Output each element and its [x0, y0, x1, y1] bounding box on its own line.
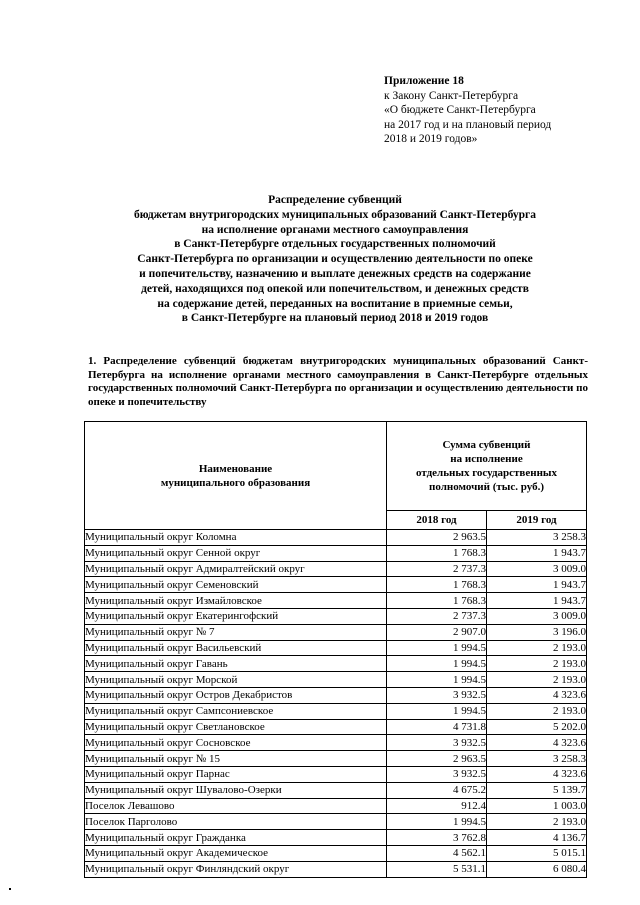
name-header-line: Наименование: [198, 462, 273, 475]
amount-2019: 6 080.4: [487, 861, 587, 877]
amount-2018: 3 932.5: [387, 735, 487, 751]
amount-2018: 2 907.0: [387, 624, 487, 640]
municipality-name: Поселок Парголово: [85, 814, 387, 830]
amount-2019: 2 193.0: [487, 656, 587, 672]
table-row: [85, 735, 587, 751]
amount-2018: 3 762.8: [387, 830, 487, 846]
table-row: [85, 624, 587, 640]
amount-2018: 1 994.5: [387, 640, 487, 656]
amount-2018: 1 994.5: [387, 814, 487, 830]
amount-2018: 2 737.3: [387, 561, 487, 577]
sum-header-line: полномочий (тыс. руб.): [429, 481, 544, 493]
amount-2018: 2 963.5: [387, 530, 487, 546]
appendix-line: 2018 и 2019 годов»: [384, 133, 478, 145]
municipality-name: Муниципальный округ Гавань: [85, 656, 387, 672]
amount-2018: 2 963.5: [387, 751, 487, 767]
document-title-line: на исполнение органами местного самоуправления: [201, 223, 469, 236]
amount-2018: 912.4: [387, 798, 487, 814]
table-row: [85, 640, 587, 656]
municipality-name: Поселок Левашово: [85, 798, 387, 814]
document-title-line: в Санкт-Петербурге на плановый период 2018 и 2019 годов: [181, 312, 489, 325]
municipality-name: Муниципальный округ Васильевский: [85, 640, 387, 656]
name-column-header: [85, 422, 387, 530]
amount-2019: 4 323.6: [487, 687, 587, 703]
scan-mark: [9, 888, 11, 890]
municipality-name: Муниципальный округ Шувалово-Озерки: [85, 782, 387, 798]
amount-2019: 1 943.7: [487, 593, 587, 609]
amount-2019: 2 193.0: [487, 814, 587, 830]
table-row: [85, 719, 587, 735]
amount-2018: 1 994.5: [387, 703, 487, 719]
amount-2019: 3 258.3: [487, 751, 587, 767]
table-row: [85, 545, 587, 561]
table-row: [85, 830, 587, 846]
municipality-name: Муниципальный округ № 7: [85, 624, 387, 640]
amount-2019: 5 139.7: [487, 782, 587, 798]
amount-2019: 5 015.1: [487, 845, 587, 861]
table-row: [85, 593, 587, 609]
municipality-name: Муниципальный округ Сенной округ: [85, 545, 387, 561]
municipality-name: Муниципальный округ Парнас: [85, 766, 387, 782]
document-title-line: детей, находящихся под опекой или попечительством, и денежных средств: [141, 282, 529, 295]
amount-2018: 5 531.1: [387, 861, 487, 877]
appendix-line: «О бюджете Санкт-Петербурга: [384, 104, 536, 116]
amount-2019: 4 323.6: [487, 766, 587, 782]
sum-column-header: [387, 422, 587, 511]
municipality-name: Муниципальный округ Остров Декабристов: [85, 687, 387, 703]
document-title-line: бюджетам внутригородских муниципальных образований Санкт-Петербурга: [133, 208, 537, 221]
appendix-title: Приложение 18: [384, 75, 464, 87]
table-row: [85, 766, 587, 782]
amount-2018: 4 675.2: [387, 782, 487, 798]
amount-2018: 2 737.3: [387, 608, 487, 624]
municipality-name: Муниципальный округ Светлановское: [85, 719, 387, 735]
table-row: [85, 814, 587, 830]
amount-2019: 2 193.0: [487, 672, 587, 688]
document-title: [70, 193, 600, 326]
amount-2018: 1 768.3: [387, 545, 487, 561]
appendix-line: на 2017 год и на плановый период: [384, 118, 552, 131]
amount-2018: 1 994.5: [387, 672, 487, 688]
municipality-name: Муниципальный округ Морской: [85, 672, 387, 688]
table-row: [85, 703, 587, 719]
amount-2019: 1 943.7: [487, 545, 587, 561]
municipality-name: Муниципальный округ Адмиралтейский округ: [85, 561, 387, 577]
document-title-line: Распределение субвенций: [268, 194, 402, 206]
table-row: [85, 672, 587, 688]
sum-header-line: отдельных государственных: [415, 467, 558, 479]
municipality-name: Муниципальный округ Гражданка: [85, 830, 387, 846]
table-row: [85, 608, 587, 624]
amount-2018: 1 768.3: [387, 593, 487, 609]
municipality-name: Муниципальный округ Академическое: [85, 845, 387, 861]
name-header-line: муниципального образования: [160, 476, 311, 489]
amount-2018: 4 562.1: [387, 845, 487, 861]
document-title-line: Санкт-Петербурга по организации и осуществлению деятельности по опеке: [137, 253, 533, 266]
municipality-name: Муниципальный округ Семеновский: [85, 577, 387, 593]
amount-2019: 3 258.3: [487, 530, 587, 546]
municipality-name: Муниципальный округ Екатерингофский: [85, 608, 387, 624]
table-row: [85, 530, 587, 546]
table-row: [85, 687, 587, 703]
amount-2019: 3 009.0: [487, 608, 587, 624]
amount-2018: 1 994.5: [387, 656, 487, 672]
amount-2019: 3 196.0: [487, 624, 587, 640]
municipality-name: Муниципальный округ Финляндский округ: [85, 861, 387, 877]
amount-2019: 4 323.6: [487, 735, 587, 751]
table-row: [85, 656, 587, 672]
appendix-block: [384, 74, 624, 147]
sum-header-line: на исполнение: [450, 453, 523, 465]
amount-2019: 4 136.7: [487, 830, 587, 846]
sum-header-line: Сумма субвенций: [442, 439, 531, 451]
table-row: [85, 751, 587, 767]
municipality-name: Муниципальный округ № 15: [85, 751, 387, 767]
document-title-line: и попечительству, назначению и выплате денежных средств на содержание: [139, 267, 531, 280]
amount-2019: 1 003.0: [487, 798, 587, 814]
table-row: [85, 861, 587, 877]
appendix-line: к Закону Санкт-Петербурга: [384, 89, 519, 102]
year-header-2019: 2019 год: [487, 511, 587, 530]
amount-2019: 2 193.0: [487, 703, 587, 719]
amount-2019: 1 943.7: [487, 577, 587, 593]
amount-2018: 3 932.5: [387, 766, 487, 782]
municipality-name: Муниципальный округ Сампсониевское: [85, 703, 387, 719]
amount-2018: 3 932.5: [387, 687, 487, 703]
amount-2019: 3 009.0: [487, 561, 587, 577]
amount-2019: 2 193.0: [487, 640, 587, 656]
table-row: [85, 845, 587, 861]
municipality-name: Муниципальный округ Сосновское: [85, 735, 387, 751]
table-row: [85, 798, 587, 814]
document-title-line: на содержание детей, переданных на воспитание в приемные семьи,: [157, 297, 513, 310]
amount-2019: 5 202.0: [487, 719, 587, 735]
document-title-line: в Санкт-Петербурге отдельных государственных полномочий: [174, 238, 496, 251]
municipality-name: Муниципальный округ Измайловское: [85, 593, 387, 609]
table-row: [85, 782, 587, 798]
table-row: [85, 561, 587, 577]
year-header-2018: 2018 год: [387, 511, 487, 530]
municipality-name: Муниципальный округ Коломна: [85, 530, 387, 546]
amount-2018: 1 768.3: [387, 577, 487, 593]
section-heading: 1. Распределение субвенций бюджетам внутригородских муниципальных образований Санкт-Петербурга на исполнение органами местного самоуправления в Санкт-Петербурге отдельных государственных полномочий Санкт-Петербурга по организации и осуществлению деятельности по опеке и попечительству: [88, 355, 588, 408]
subvention-table: [84, 421, 587, 878]
amount-2018: 4 731.8: [387, 719, 487, 735]
table-row: [85, 577, 587, 593]
